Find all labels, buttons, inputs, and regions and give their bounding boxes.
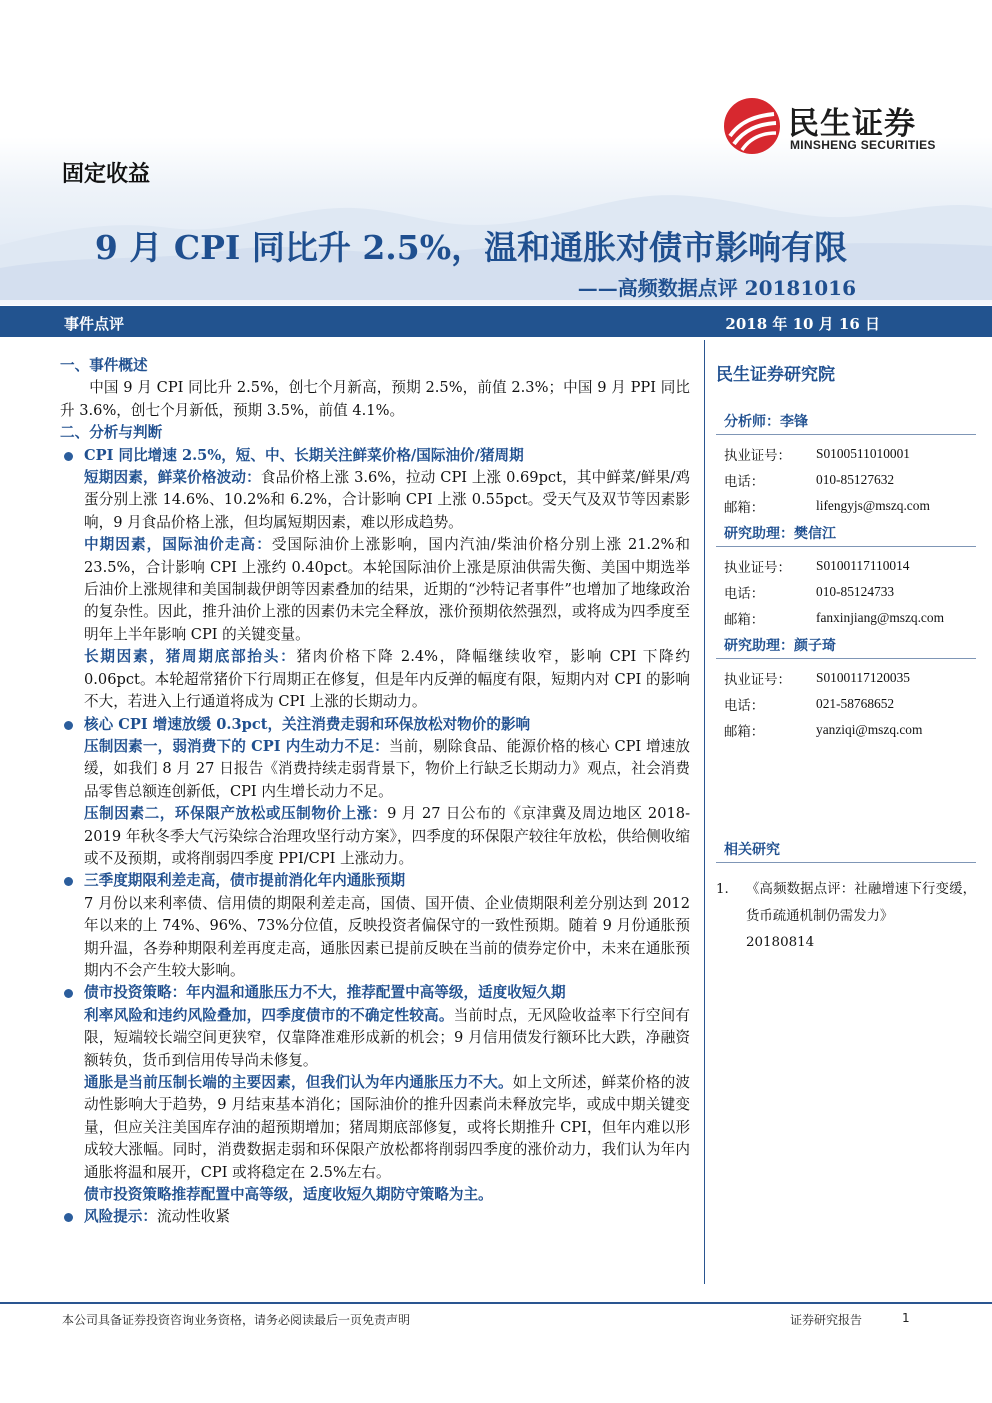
paragraph: 短期因素，鲜菜价格波动：食品价格上涨 3.6%，拉动 CPI 上涨 0.69pct，其中鲜菜/鲜果/鸡蛋分别上涨 14.6%、10.2%和 6.2%，合计影响 CPI 上涨 0.55pct。受天气及双节等因素影响，9 月食品价格上涨，但均属短期因素，难以形成趋势。 — [84, 469, 690, 531]
bullet-dot-icon — [64, 452, 73, 461]
logo-chinese-name: 民生证券 — [788, 106, 916, 142]
paragraph: 7 月份以来利率债、信用债的期限利差走高，国债、国开债、企业债期限利差分别达到 2012 年以来的上 74%、96%、73%分位值，反映投资者偏保守的一致性预期。随着 9 月份通胀预期升温，各券种期限利差再度走高，通胀因素已提前反映在当前的债券定价中，未来在通胀预期内不会产生较大影响。 — [84, 894, 690, 979]
related-research-title: 相关研究 — [716, 839, 976, 863]
analyst-list — [716, 411, 976, 743]
analyst-info-row — [716, 493, 976, 519]
related-item-date: 20180814 — [746, 935, 815, 950]
analyst-info-label: 邮箱： — [724, 724, 765, 740]
paragraph: 压制因素一，弱消费下的 CPI 内生动力不足：当前，剔除食品、能源价格的核心 CPI 增速放缓，如我们 8 月 27 日报告《消费持续走弱背景下，物价上行缺乏长期动力》观点，社会消费品零售总额连创新低，CPI 内生增长动力不足。 — [84, 737, 690, 800]
paragraph: 通胀是当前压制长端的主要因素，但我们认为年内通胀压力不大。如上文所述，鲜菜价格的波动性影响大于趋势，9 月结束基本消化；国际油价的推升因素尚未释放完毕，或成中期关键变量，但应关注美国库存油的超预期增加；猪周期底部修复，或将长期推升 CPI，但年内难以形成较大涨幅。同时，消费数据走弱和环保限产放松都将削弱四季度的涨价动力，我们认为年内通胀将温和展开，CPI 或将稳定在 2.5%左右。 — [84, 1074, 690, 1181]
paragraph: 利率风险和违约风险叠加，四季度债市的不确定性较高。当前时点，无风险收益率下行空间有限，短端较长端空间更狭窄，仅靠降准难形成新的机会；9 月信用债发行额环比大跌，净融资额转负，货币到信用传导尚未修复。 — [84, 1006, 690, 1069]
analyst-info-value: 010-85124733 — [816, 584, 895, 599]
section-heading: 二、分析与判断 — [60, 424, 163, 442]
bullet-dot-icon — [64, 877, 73, 886]
analyst-info-value: S0100511010001 — [816, 446, 910, 461]
analyst-info-row — [716, 441, 976, 467]
analyst-email-link[interactable]: yanziqi@mszq.com — [816, 722, 923, 737]
bullet-dot-icon — [64, 721, 73, 730]
bullet-heading: CPI 同比增速 2.5%，短、中、长期关注鲜菜价格/国际油价/猪周期 — [60, 445, 690, 467]
analyst-info-row — [716, 717, 976, 743]
bullet-dot-icon — [64, 1213, 73, 1222]
paragraph: 压制因素二，环保限产放松或压制物价上涨：9 月 27 日公布的《京津冀及周边地区 2018-2019 年秋冬季大气污染综合治理攻坚行动方案》，四季度的环保限产较往年放松，供给侧收缩或不及预期，或将削弱四季度 PPI/CPI 上涨动力。 — [84, 805, 691, 867]
analyst-block — [716, 523, 976, 631]
analyst-title: 研究助理：樊信江 — [716, 523, 976, 547]
analyst-info-label: 电话： — [724, 698, 765, 714]
paragraph: 债市投资策略推荐配置中高等级，适度收短久期防守策略为主。 — [84, 1186, 493, 1204]
report-title: 9 月 CPI 同比升 2.5%，温和通胀对债市影响有限 — [94, 228, 848, 267]
footer-divider — [0, 1302, 992, 1304]
logo-english-name: MINSHENG SECURITIES — [790, 138, 936, 152]
analyst-info-value: 010-85127632 — [816, 472, 895, 487]
analyst-block — [716, 635, 976, 743]
analyst-info-row — [716, 467, 976, 493]
column-divider — [704, 340, 705, 1284]
bullet-heading: 风险提示：流动性收紧 — [60, 1206, 690, 1228]
main-content — [60, 355, 690, 1229]
analyst-info-label: 执业证号： — [724, 672, 791, 688]
report-subtitle: ——高频数据点评 20181016 — [577, 276, 856, 300]
company-logo — [722, 96, 962, 158]
analyst-info-value: 021-58768652 — [816, 696, 895, 711]
bullet-dot-icon — [64, 989, 73, 998]
logo-emblem-icon — [722, 96, 782, 156]
analyst-info-row — [716, 553, 976, 579]
report-type-label: 事件点评 — [64, 315, 125, 333]
analyst-title: 分析师：李锋 — [716, 411, 976, 435]
analyst-info-row — [716, 691, 976, 717]
analyst-title: 研究助理：颜子琦 — [716, 635, 976, 659]
analyst-email-link[interactable]: fanxinjiang@mszq.com — [816, 610, 944, 625]
related-item-number: 1. — [716, 882, 729, 897]
analyst-info-row — [716, 665, 976, 691]
analyst-info-label: 电话： — [724, 474, 765, 490]
info-band — [0, 306, 992, 337]
analyst-info-label: 邮箱： — [724, 500, 765, 516]
related-research — [716, 839, 976, 957]
related-research-item[interactable] — [716, 869, 976, 957]
section-heading: 一、事件概述 — [60, 357, 148, 374]
report-category: 固定收益 — [62, 162, 151, 187]
page-number: 1 — [902, 1311, 910, 1325]
analyst-info-row — [716, 579, 976, 605]
analyst-info-label: 执业证号： — [724, 448, 791, 464]
paragraph: 长期因素，猪周期底部抬头：猪肉价格下降 2.4%，降幅继续收窄，影响 CPI 下降约 0.06pct。本轮超常猪价下行周期正在修复，但是年内反弹的幅度有限，短期内对 CPI 的影响不大，若进入上行通道将成为 CPI 上涨的长期动力。 — [84, 648, 690, 711]
analyst-info-label: 执业证号： — [724, 560, 791, 576]
analyst-info-label: 邮箱： — [724, 612, 765, 628]
analyst-info-row — [716, 605, 976, 631]
paragraph: 中国 9 月 CPI 同比升 2.5%，创七个月新高，预期 2.5%，前值 2.3%；中国 9 月 PPI 同比升 3.6%，创七个月新低，预期 3.5%，前值 4.1%。 — [60, 379, 690, 419]
analyst-info-label: 电话： — [724, 586, 765, 602]
institute-name: 民生证券研究院 — [716, 365, 835, 385]
related-item-title: 《高频数据点评：社融增速下行变缓，货币疏通机制仍需发力》 — [746, 882, 976, 924]
sidebar — [716, 360, 976, 957]
bullet-heading: 核心 CPI 增速放缓 0.3pct，关注消费走弱和环保放松对物价的影响 — [60, 714, 690, 736]
analyst-info-value: S0100117120035 — [816, 670, 910, 685]
footer-disclaimer: 本公司具备证券投资咨询业务资格，请务必阅读最后一页免责声明 — [62, 1313, 411, 1327]
report-date: 2018 年 10 月 16 日 — [725, 315, 880, 333]
analyst-block — [716, 411, 976, 519]
footer-report-type: 证券研究报告 — [790, 1313, 863, 1327]
bullet-heading: 债市投资策略：年内温和通胀压力不大，推荐配置中高等级，适度收短久期 — [60, 982, 690, 1004]
analyst-info-value: S0100117110014 — [816, 558, 910, 573]
analyst-email-link[interactable]: lifengyjs@mszq.com — [816, 498, 930, 513]
paragraph: 中期因素，国际油价走高：受国际油价上涨影响，国内汽油/柴油价格分别上涨 21.2%和 23.5%，合计影响 CPI 上涨约 0.40pct。本轮国际油价上涨是原油供需失衡、美国中期选举后油价上涨规律和美国制裁伊朗等因素叠加的结果，近期的“沙特记者事件”也增加了地缘政治的复杂性。因此，推升油价上涨的因素仍未完全释放，涨价预期依然强烈，或将成为四季度至明年上半年影响 CPI 的关键变量。 — [84, 536, 690, 643]
bullet-heading: 三季度期限利差走高，债市提前消化年内通胀预期 — [60, 870, 690, 892]
